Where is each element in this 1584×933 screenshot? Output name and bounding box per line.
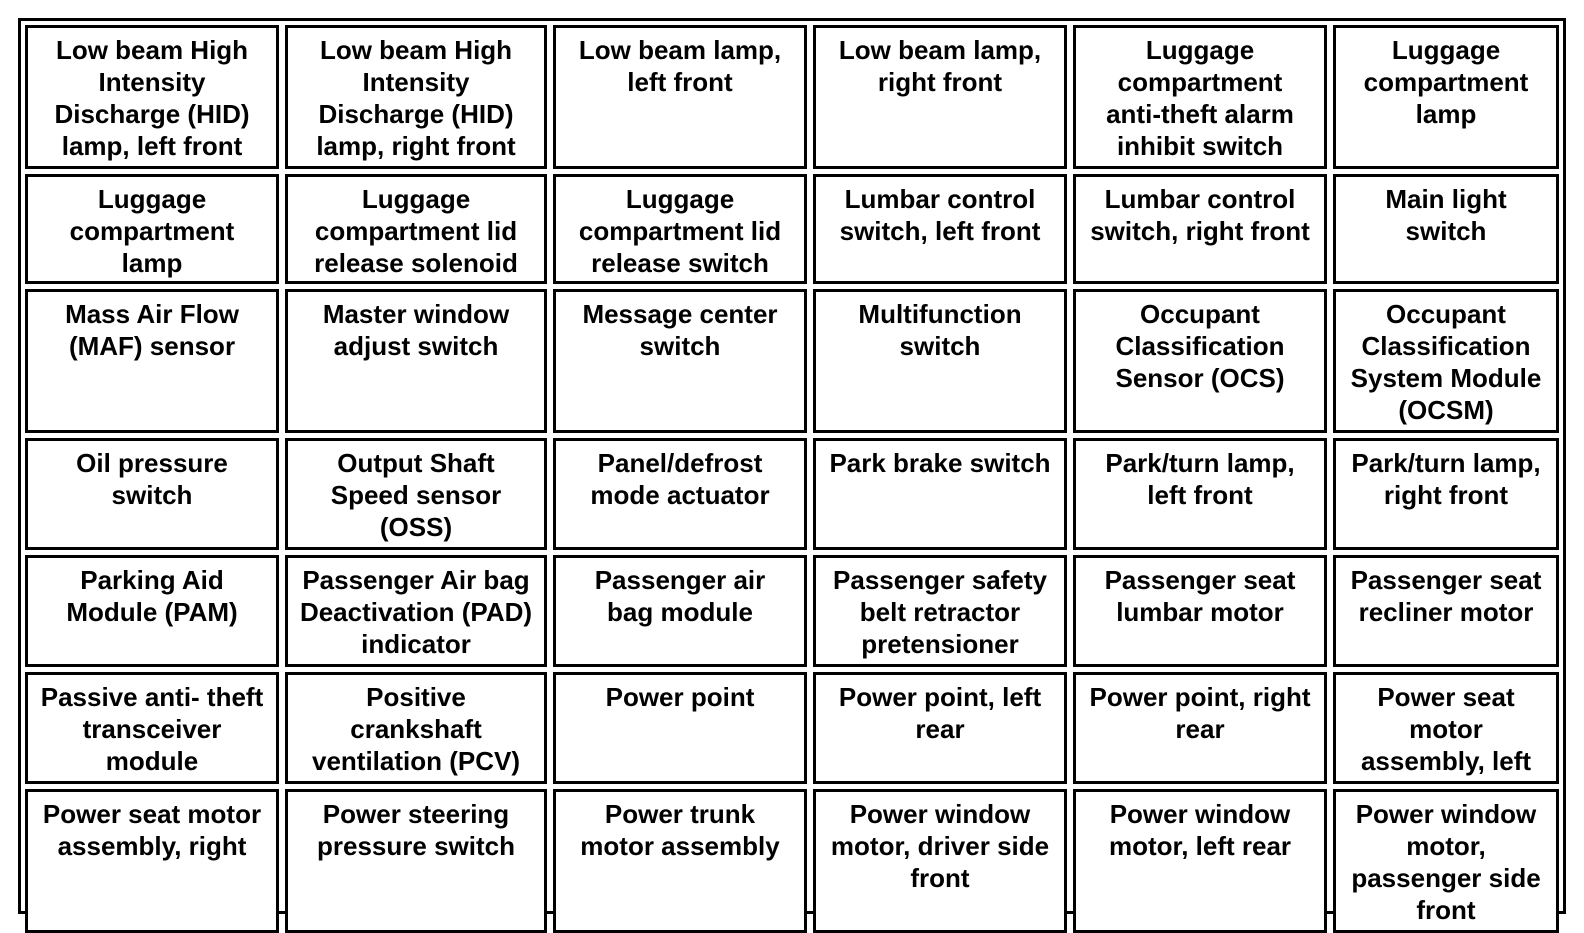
cell-text: Luggage compartment lid release solenoid bbox=[314, 184, 518, 278]
table-cell bbox=[1073, 672, 1327, 784]
cell-text: Oil pressure switch bbox=[76, 448, 228, 510]
table-cell bbox=[1333, 174, 1559, 284]
cell-text: Occupant Classification System Module (OCSM) bbox=[1350, 299, 1542, 425]
cell-text: Passenger seat recliner motor bbox=[1350, 565, 1542, 627]
table-cell bbox=[553, 672, 807, 784]
cell-text: Master window adjust switch bbox=[322, 299, 510, 361]
table-cell bbox=[553, 289, 807, 433]
table-cell bbox=[1073, 25, 1327, 169]
table-cell bbox=[1333, 672, 1559, 784]
cell-text: Park/turn lamp, right front bbox=[1351, 448, 1541, 510]
cell-text: Message center switch bbox=[582, 299, 778, 361]
table-cell bbox=[25, 289, 279, 433]
table-cell bbox=[285, 438, 547, 550]
table-cell bbox=[1333, 555, 1559, 667]
cell-text: Power window motor, passenger side front bbox=[1351, 799, 1541, 925]
table-cell bbox=[1333, 789, 1559, 933]
cell-text: Passenger safety belt retractor pretensioner bbox=[833, 565, 1047, 659]
cell-text: Power trunk motor assembly bbox=[580, 799, 780, 861]
cell-text: Luggage compartment lid release switch bbox=[578, 184, 782, 278]
table-cell bbox=[285, 789, 547, 933]
component-table bbox=[18, 18, 1566, 925]
cell-text: Power point, left rear bbox=[838, 682, 1042, 744]
component-grid bbox=[25, 25, 1559, 925]
table-cell bbox=[25, 672, 279, 784]
table-cell bbox=[285, 672, 547, 784]
table-cell bbox=[553, 555, 807, 667]
table-cell bbox=[285, 555, 547, 667]
table-cell bbox=[1073, 174, 1327, 284]
table-cell bbox=[1073, 438, 1327, 550]
cell-text: Positive crankshaft ventilation (PCV) bbox=[311, 682, 520, 776]
table-cell bbox=[1073, 789, 1327, 933]
table-cell bbox=[285, 289, 547, 433]
table-cell bbox=[813, 789, 1067, 933]
cell-text: Low beam lamp, right front bbox=[838, 35, 1042, 97]
cell-text: Power seat motor assembly, right bbox=[42, 799, 262, 861]
cell-text: Occupant Classification Sensor (OCS) bbox=[1115, 299, 1285, 393]
table-cell bbox=[1333, 25, 1559, 169]
cell-text: Low beam High Intensity Discharge (HID) lamp, right front bbox=[316, 35, 516, 161]
cell-text: Parking Aid Module (PAM) bbox=[66, 565, 238, 627]
cell-text: Passenger seat lumbar motor bbox=[1104, 565, 1296, 627]
cell-text: Lumbar control switch, right front bbox=[1090, 184, 1310, 246]
table-cell bbox=[553, 438, 807, 550]
table-cell bbox=[813, 555, 1067, 667]
table-cell bbox=[813, 25, 1067, 169]
table-cell bbox=[285, 174, 547, 284]
table-cell bbox=[813, 174, 1067, 284]
cell-text: Luggage compartment lamp bbox=[1363, 35, 1529, 129]
table-cell bbox=[553, 789, 807, 933]
cell-text: Mass Air Flow (MAF) sensor bbox=[65, 299, 239, 361]
table-cell bbox=[1073, 289, 1327, 433]
cell-text: Low beam High Intensity Discharge (HID) lamp, left front bbox=[54, 35, 250, 161]
cell-text: Main light switch bbox=[1385, 184, 1507, 246]
table-cell bbox=[813, 672, 1067, 784]
cell-text: Park/turn lamp, left front bbox=[1105, 448, 1295, 510]
cell-text: Output Shaft Speed sensor (OSS) bbox=[330, 448, 502, 542]
cell-text: Luggage compartment anti-theft alarm inhibit switch bbox=[1106, 35, 1294, 161]
cell-text: Power point, right rear bbox=[1089, 682, 1311, 744]
cell-text: Power window motor, left rear bbox=[1108, 799, 1292, 861]
cell-text: Power seat motor assembly, left bbox=[1360, 682, 1532, 776]
cell-text: Low beam lamp, left front bbox=[578, 35, 782, 97]
table-cell bbox=[553, 25, 807, 169]
cell-text: Multifunction switch bbox=[858, 299, 1022, 361]
table-cell bbox=[25, 789, 279, 933]
table-cell bbox=[813, 289, 1067, 433]
table-cell bbox=[553, 174, 807, 284]
cell-text: Power window motor, driver side front bbox=[830, 799, 1050, 893]
cell-text: Park brake switch bbox=[829, 448, 1051, 478]
cell-text: Luggage compartment lamp bbox=[69, 184, 235, 278]
cell-text: Power steering pressure switch bbox=[317, 799, 515, 861]
cell-text: Passive anti- theft transceiver module bbox=[40, 682, 264, 776]
cell-text: Passenger air bag module bbox=[594, 565, 766, 627]
table-cell bbox=[1333, 438, 1559, 550]
table-cell bbox=[25, 438, 279, 550]
cell-text: Power point bbox=[605, 682, 755, 712]
cell-text: Panel/defrost mode actuator bbox=[590, 448, 770, 510]
table-cell bbox=[25, 555, 279, 667]
cell-text: Lumbar control switch, left front bbox=[839, 184, 1041, 246]
table-cell bbox=[25, 25, 279, 169]
table-cell bbox=[285, 25, 547, 169]
table-cell bbox=[25, 174, 279, 284]
table-cell bbox=[1333, 289, 1559, 433]
table-cell bbox=[813, 438, 1067, 550]
cell-text: Passenger Air bag Deactivation (PAD) indicator bbox=[299, 565, 533, 659]
table-cell bbox=[1073, 555, 1327, 667]
